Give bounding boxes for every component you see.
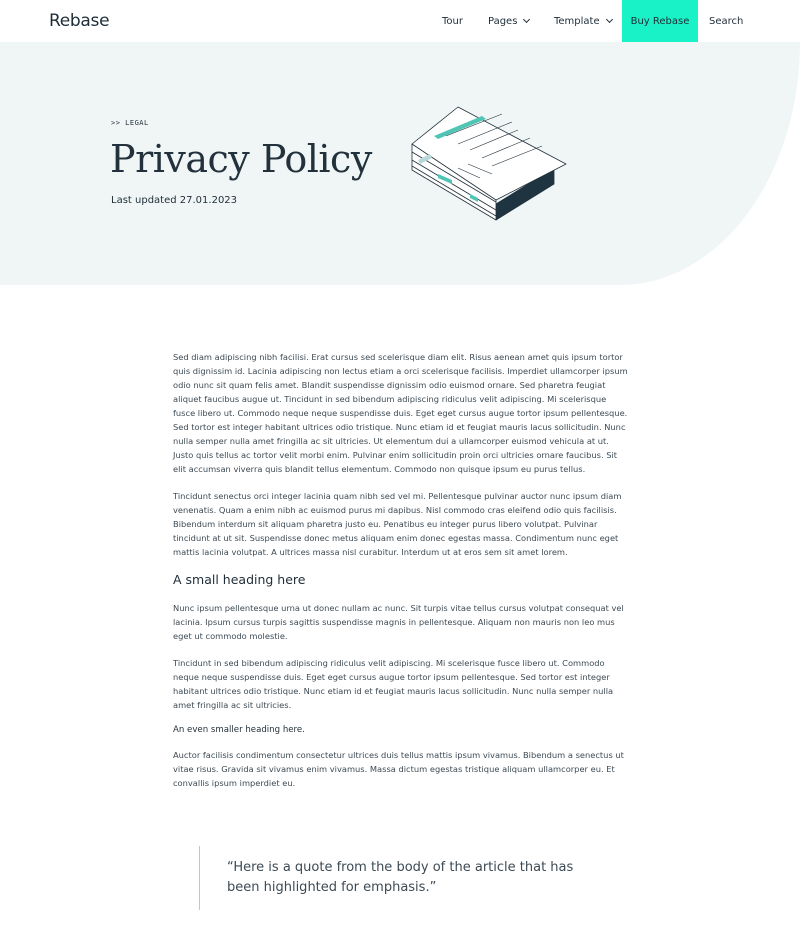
nav-pages-label: Pages xyxy=(488,15,518,27)
nav-search-label: Search xyxy=(709,15,744,27)
logo[interactable]: Rebase xyxy=(49,11,110,31)
nav-tour[interactable] xyxy=(442,0,463,42)
document-stack-icon xyxy=(408,104,570,222)
subsection-heading: An even smaller heading here. xyxy=(173,725,305,735)
buy-button[interactable] xyxy=(622,0,698,42)
section-heading: A small heading here xyxy=(173,572,306,587)
site-header xyxy=(0,0,800,42)
buy-button-label: Buy Rebase xyxy=(630,15,690,27)
page-title: Privacy Policy xyxy=(110,137,372,181)
paragraph: Tincidunt in sed bibendum adipiscing ridiculus velit adipiscing. Mi scelerisque fusce libero ut. Commodo neque neque suspendisse duis. Eget eget cursus augue tortor ipsum pellentesque. Sed tortor est integer habitant ultrices odio tristique. Nunc etiam id et feugiat mauris lacus sollicitudin. Nunc nulla semper nulla amet fringilla ac sit ultricies. xyxy=(173,658,614,710)
eyebrow-label: >> LEGAL xyxy=(111,119,149,127)
chevron-down-icon xyxy=(523,15,530,22)
article-body xyxy=(173,350,628,803)
paragraph: Nunc ipsum pellentesque urna ut donec nullam ac nunc. Sit turpis vitae tellus cursus volutpat consequat vel lacinia. Ipsum cursus turpis sagittis suspendisse magnis in pellentesque. Aliquam non mauris non leo mus eget ut commodo molestie. xyxy=(173,603,624,641)
chevron-down-icon xyxy=(606,15,613,22)
paragraph: Tincidunt senectus orci integer lacinia quam nibh sed vel mi. Pellentesque pulvinar auctor nunc ipsum diam venenatis. Quam a enim nibh ac euismod purus mi dapibus. Nisl commodo cras eleifend odio quis facilisis. Bibendum interdum sit aliquam pharetra justo eu. Penatibus eu integer purus libero volutpat. Pulvinar tincidunt at ut sit. Suspendisse donec metus aliquam enim donec egestas massa. Condimentum nunc eget mattis lacinia volutpat. A ultrices massa nisl curabitur. Interdum ut at eros sem sit amet lorem. xyxy=(173,491,622,557)
nav-tour-label: Tour xyxy=(442,15,463,27)
blockquote xyxy=(199,846,599,910)
nav-search[interactable] xyxy=(709,0,743,42)
nav-template-dropdown[interactable] xyxy=(554,0,612,42)
paragraph: Sed diam adipiscing nibh facilisi. Erat cursus sed scelerisque diam elit. Risus aenean amet quis ipsum tortor quis dignissim id. Lacinia adipiscing non lectus etiam a orci scelerisque facilisis. Imperdiet ullamcorper ipsum odio nunc sit quam felis amet. Blandit suspendisse dignissim odio euismod ornare. Sed pharetra feugiat aliquet faucibus augue ut. Tincidunt in sed bibendum adipiscing ridiculus velit adipiscing. Mi scelerisque fusce libero ut. Commodo neque neque suspendisse duis. Eget eget cursus augue tortor ipsum pellentesque. Sed tortor est integer habitant ultrices odio tristique. Nunc etiam id et feugiat mauris lacus sollicitudin. Nunc nulla semper nulla amet fringilla ac sit ultricies. Ut elementum dui a ullamcorper euismod vehicula at ut. Justo quis tellus ac tortor velit morbi enim. Pulvinar enim sollicitudin proin orci ultricies ornare faucibus. Sit elit accumsan viverra quis blandit tellus elementum. Commodo non quisque ipsum eu purus tellus. xyxy=(173,352,628,474)
paragraph: Auctor facilisis condimentum consectetur ultrices duis tellus mattis ipsum vivamus. Bibendum a senectus ut vitae risus. Gravida sit vivamus enim vivamus. Massa dictum egestas tristique aliquam ullamcorper eu. Et convallis ipsum imperdiet eu. xyxy=(173,750,624,788)
last-updated: Last updated 27.01.2023 xyxy=(111,195,238,206)
blockquote-text: “Here is a quote from the body of the article that has been highlighted for emphasis.” xyxy=(227,860,574,895)
nav-pages-dropdown[interactable] xyxy=(488,0,529,42)
nav-template-label: Template xyxy=(554,15,600,27)
